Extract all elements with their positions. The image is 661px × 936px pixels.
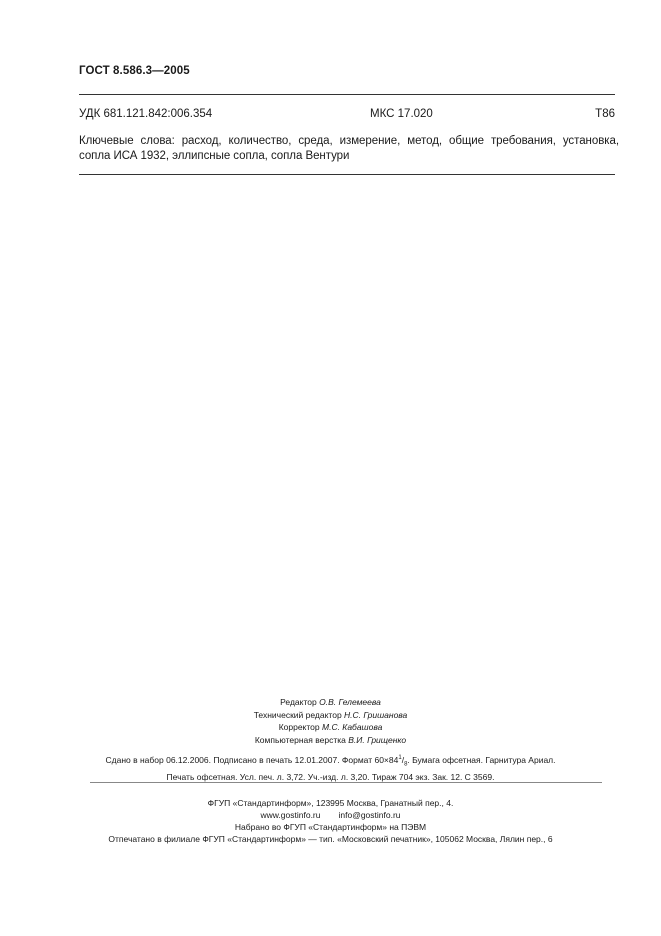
credit-line-editor: Редактор О.В. Гелемеева xyxy=(280,697,381,707)
keywords-paragraph: Ключевые слова: расход, количество, среда, измерение, метод, общие требования, установка, сопла ИСА 1932, эллипсные сопла, сопла Вентури xyxy=(79,135,619,162)
standard-code: ГОСТ 8.586.3—2005 xyxy=(79,65,190,77)
printed-info: Отпечатано в филиале ФГУП «Стандартинформ» — тип. «Московский печатник», 105062 Москва, Лялин пер., 6 xyxy=(108,834,553,844)
top-divider xyxy=(79,94,615,95)
mks-code: МКС 17.020 xyxy=(370,108,433,120)
email-link[interactable]: info@gostinfo.ru xyxy=(338,810,401,820)
publisher-contacts xyxy=(0,809,661,821)
credit-line-layout: Компьютерная верстка В.И. Грищенко xyxy=(254,734,407,745)
print-info-block xyxy=(0,752,661,784)
credit-line-tech-editor: Технический редактор Н.С. Гришанова xyxy=(253,709,408,720)
classifier-code: Т86 xyxy=(595,108,615,120)
typeset-info: Набрано во ФГУП «Стандартинформ» на ПЭВМ xyxy=(234,822,427,832)
bottom-divider xyxy=(79,174,615,175)
credit-line-proofreader: Корректор М.С. Кабашова xyxy=(278,722,383,732)
publisher-address: ФГУП «Стандартинформ», 123995 Москва, Гранатный пер., 4. xyxy=(207,798,454,808)
udk-code: УДК 681.121.842:006.354 xyxy=(79,108,213,120)
publisher-block xyxy=(0,797,661,845)
print-info-line-1: Сдано в набор 06.12.2006. Подписано в печать 12.01.2007. Формат $60\times 84^1/_8$. Бумага офсетная. Гарнитура Ариал. xyxy=(105,754,556,768)
format-numerator: 1 xyxy=(398,755,402,761)
format-denominator: 8 xyxy=(404,761,408,768)
print-divider xyxy=(90,782,602,783)
credits-block xyxy=(0,696,661,746)
website-link[interactable]: www.gostinfo.ru xyxy=(260,810,321,820)
print-info-line-2: Печать офсетная. Усл. печ. л. 3,72. Уч.-изд. л. 3,20. Тираж 704 экз. Зак. 12. С 3569. xyxy=(166,772,495,783)
